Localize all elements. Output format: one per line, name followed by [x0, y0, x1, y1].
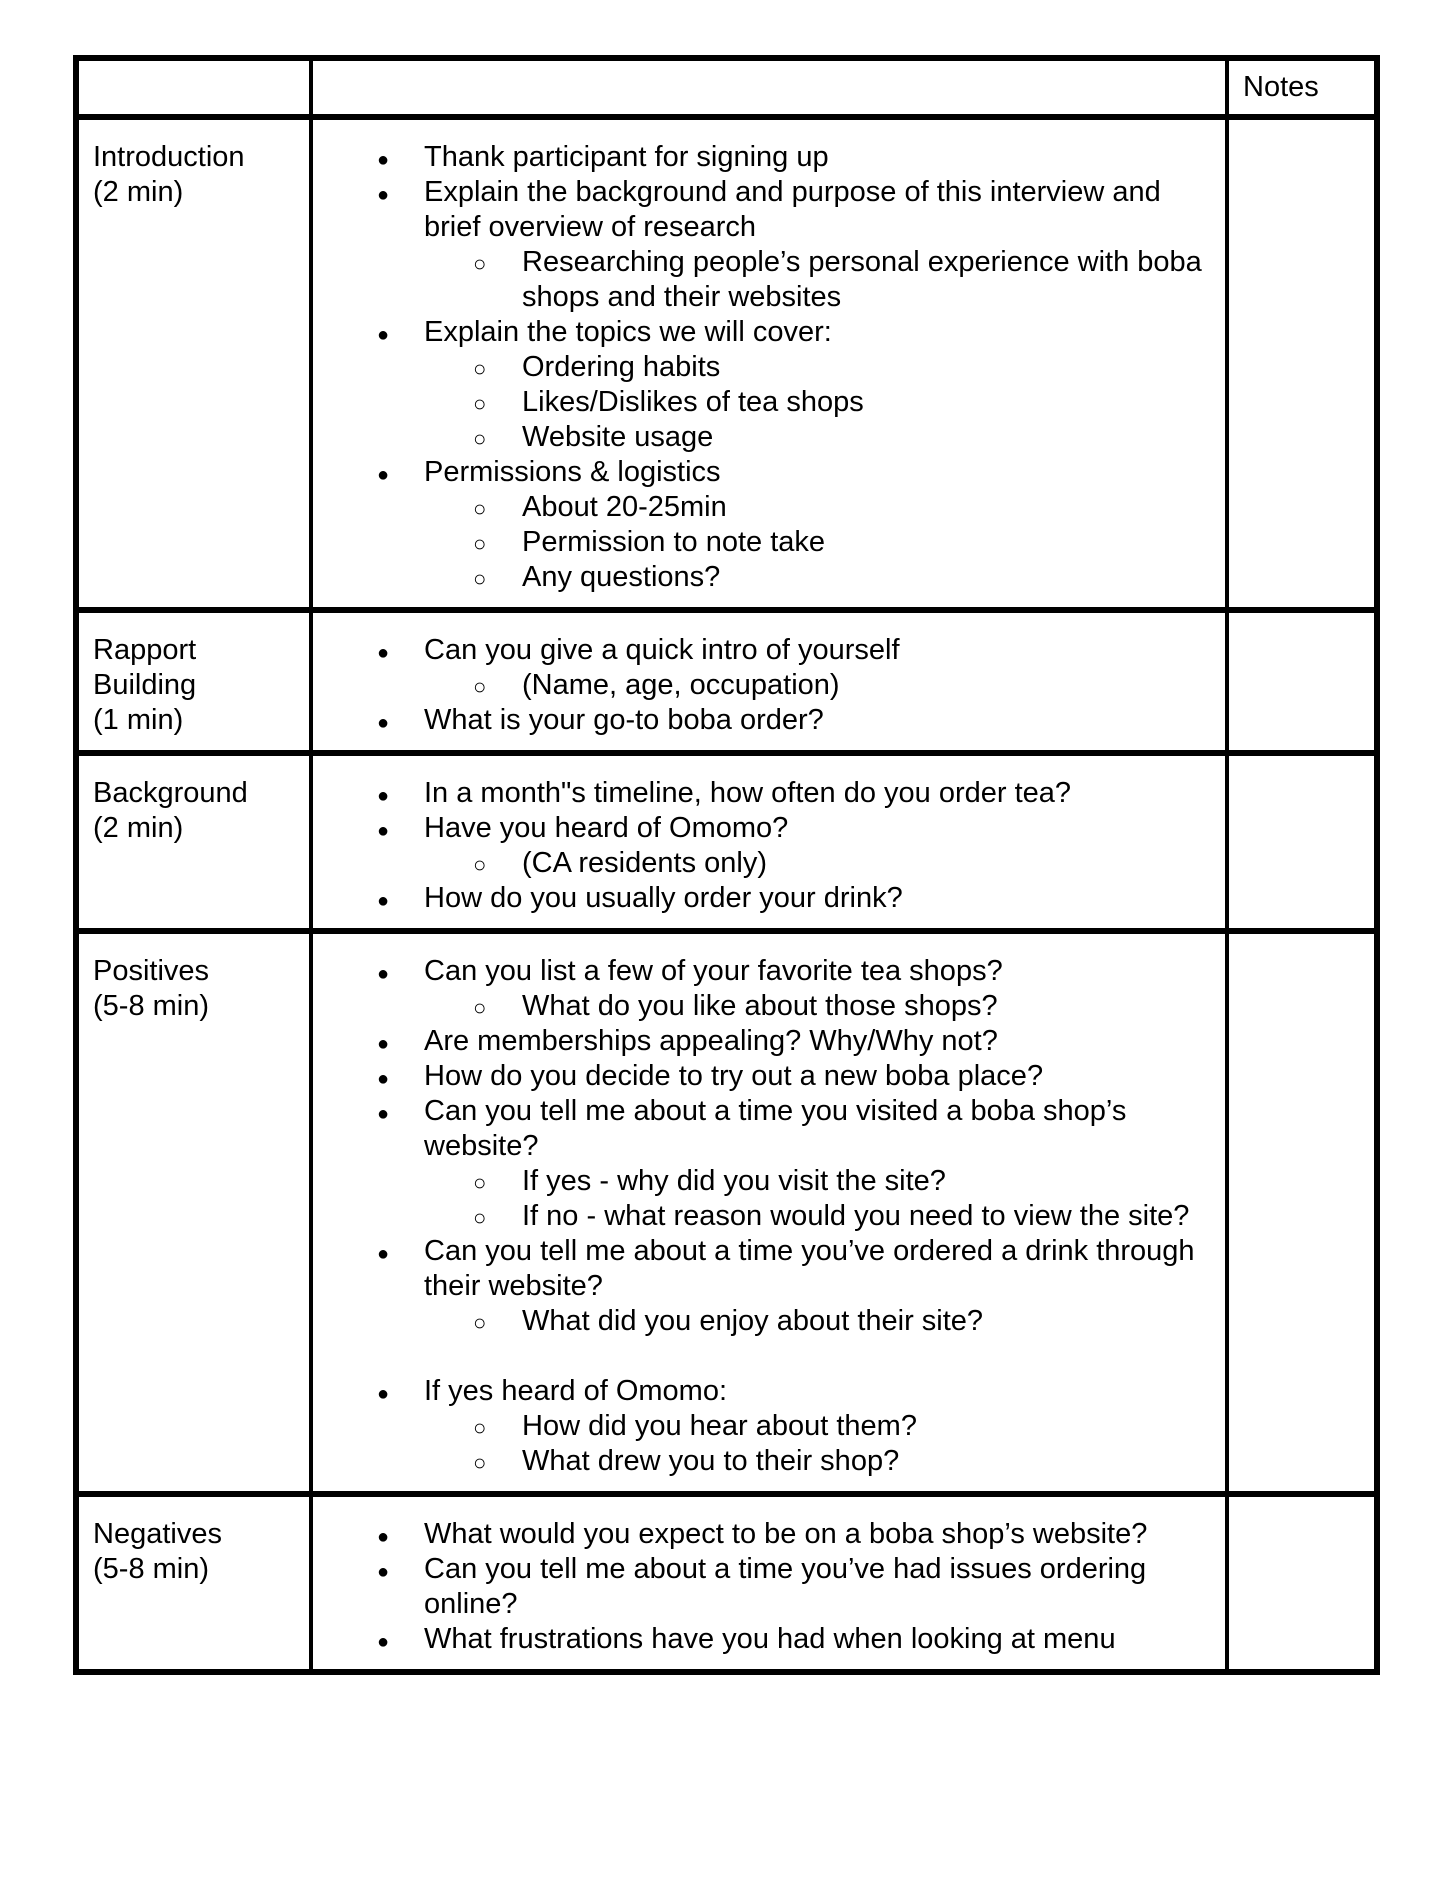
bullet-item: [313, 633, 1215, 668]
disc-bullet-icon: [377, 1234, 389, 1272]
bullet-item: [313, 811, 1215, 846]
item-text: What would you expect to be on a boba shop’s website?: [424, 1518, 1148, 1550]
circle-bullet-icon: [473, 525, 486, 561]
notes-cell: [1227, 610, 1377, 753]
header-content-cell: [311, 58, 1227, 117]
item-text: How did you hear about them?: [522, 1410, 917, 1442]
item-text: (CA residents only): [522, 847, 767, 879]
item-text: Any questions?: [522, 561, 721, 593]
item-text: Can you tell me about a time you visited a boba shop’s website?: [424, 1095, 1127, 1162]
section-cell: [76, 117, 311, 610]
item-text: Can you tell me about a time you’ve had issues ordering online?: [424, 1553, 1147, 1620]
sub-bullet-item: [313, 668, 1215, 703]
section-title: Rapport Building: [93, 634, 197, 701]
item-text: Can you give a quick intro of yourself: [424, 634, 900, 666]
sub-bullet-item: [313, 350, 1215, 385]
bullet-item: [313, 1094, 1215, 1164]
section-cell: [76, 931, 311, 1494]
item-text: What do you like about those shops?: [522, 990, 998, 1022]
item-text: Permissions & logistics: [424, 456, 721, 488]
item-text: Likes/Dislikes of tea shops: [522, 386, 864, 418]
circle-bullet-icon: [473, 668, 486, 704]
bullet-item: [313, 776, 1215, 811]
bullet-list: [313, 633, 1215, 738]
notes-cell: [1227, 931, 1377, 1494]
circle-bullet-icon: [473, 1409, 486, 1445]
item-text: Explain the topics we will cover:: [424, 316, 832, 348]
circle-bullet-icon: [473, 385, 486, 421]
disc-bullet-icon: [377, 633, 389, 671]
item-text: Explain the background and purpose of this interview and brief overview of research: [424, 176, 1161, 243]
disc-bullet-icon: [377, 175, 389, 213]
interview-script-table: [73, 55, 1380, 1675]
content-cell: [311, 931, 1227, 1494]
disc-bullet-icon: [377, 1622, 389, 1660]
notes-cell: [1227, 1494, 1377, 1672]
bullet-list: [313, 1517, 1215, 1657]
item-text: If yes heard of Omomo:: [424, 1375, 728, 1407]
disc-bullet-icon: [377, 1374, 389, 1412]
circle-bullet-icon: [473, 846, 486, 882]
section-cell: [76, 753, 311, 931]
circle-bullet-icon: [473, 1199, 486, 1235]
sub-bullet-item: [313, 525, 1215, 560]
circle-bullet-icon: [473, 1164, 486, 1200]
item-text: How do you usually order your drink?: [424, 882, 903, 914]
section-title: Background: [93, 777, 248, 809]
disc-bullet-icon: [377, 776, 389, 814]
item-text: Ordering habits: [522, 351, 721, 383]
disc-bullet-icon: [377, 811, 389, 849]
item-text: Have you heard of Omomo?: [424, 812, 789, 844]
circle-bullet-icon: [473, 245, 486, 281]
section-duration: (2 min): [93, 812, 184, 844]
sub-bullet-item: [313, 420, 1215, 455]
bullet-item: [313, 1517, 1215, 1552]
notes-cell: [1227, 117, 1377, 610]
disc-bullet-icon: [377, 1024, 389, 1062]
bullet-item: [313, 1059, 1215, 1094]
circle-bullet-icon: [473, 350, 486, 386]
item-text: If no - what reason would you need to view the site?: [522, 1200, 1190, 1232]
disc-bullet-icon: [377, 881, 389, 919]
item-text: If yes - why did you visit the site?: [522, 1165, 946, 1197]
item-text: About 20-25min: [522, 491, 727, 523]
notes-header-label: Notes: [1243, 71, 1319, 103]
table-row-background: [76, 753, 1377, 931]
disc-bullet-icon: [377, 315, 389, 353]
sub-bullet-item: [313, 1409, 1215, 1444]
section-cell: [76, 1494, 311, 1672]
sub-bullet-item: [313, 1199, 1215, 1234]
bullet-item: [313, 140, 1215, 175]
table-row-negatives: [76, 1494, 1377, 1672]
content-cell: [311, 117, 1227, 610]
sub-bullet-item: [313, 560, 1215, 595]
content-cell: [311, 753, 1227, 931]
section-duration: (5-8 min): [93, 990, 210, 1022]
item-text: What frustrations have you had when looking at menu: [424, 1623, 1116, 1655]
circle-bullet-icon: [473, 1444, 486, 1480]
bullet-item: [313, 315, 1215, 350]
item-text: What is your go-to boba order?: [424, 704, 824, 736]
bullet-item: [313, 1024, 1215, 1059]
disc-bullet-icon: [377, 1059, 389, 1097]
bullet-item: [313, 703, 1215, 738]
section-title: Negatives: [93, 1518, 222, 1550]
bullet-item: [313, 175, 1215, 245]
section-duration: (2 min): [93, 176, 184, 208]
sub-bullet-item: [313, 989, 1215, 1024]
item-text: Permission to note take: [522, 526, 826, 558]
disc-bullet-icon: [377, 455, 389, 493]
header-section-cell: [76, 58, 311, 117]
item-text: Can you tell me about a time you’ve ordered a drink through their website?: [424, 1235, 1195, 1302]
item-text: (Name, age, occupation): [522, 669, 840, 701]
bullet-item: [313, 1234, 1215, 1304]
item-text: Can you list a few of your favorite tea shops?: [424, 955, 1003, 987]
section-duration: (5-8 min): [93, 1553, 210, 1585]
item-text: Thank participant for signing up: [424, 141, 829, 173]
disc-bullet-icon: [377, 954, 389, 992]
circle-bullet-icon: [473, 490, 486, 526]
content-cell: [311, 1494, 1227, 1672]
disc-bullet-icon: [377, 1552, 389, 1590]
item-text: What did you enjoy about their site?: [522, 1305, 984, 1337]
circle-bullet-icon: [473, 420, 486, 456]
item-text: Researching people’s personal experience with boba shops and their websites: [522, 246, 1202, 313]
sub-bullet-item: [313, 1304, 1215, 1339]
section-duration: (1 min): [93, 704, 184, 736]
section-title: Positives: [93, 955, 210, 987]
bullet-item: [313, 954, 1215, 989]
item-text: Are memberships appealing? Why/Why not?: [424, 1025, 998, 1057]
bullet-list: [313, 776, 1215, 916]
table-row-positives: [76, 931, 1377, 1494]
bullet-list: [313, 140, 1215, 595]
item-text: Website usage: [522, 421, 714, 453]
bullet-item: [313, 1374, 1215, 1409]
notes-header-cell: [1227, 58, 1377, 117]
disc-bullet-icon: [377, 703, 389, 741]
sub-bullet-item: [313, 385, 1215, 420]
notes-cell: [1227, 753, 1377, 931]
circle-bullet-icon: [473, 560, 486, 596]
bullet-list: [313, 954, 1215, 1479]
blank-line: [313, 1339, 1215, 1374]
sub-bullet-item: [313, 490, 1215, 525]
table-row-introduction: [76, 117, 1377, 610]
section-title: Introduction: [93, 141, 245, 173]
bullet-item: [313, 455, 1215, 490]
disc-bullet-icon: [377, 1517, 389, 1555]
sub-bullet-item: [313, 1444, 1215, 1479]
bullet-item: [313, 1552, 1215, 1622]
item-text: In a month"s timeline, how often do you order tea?: [424, 777, 1072, 809]
section-cell: [76, 610, 311, 753]
sub-bullet-item: [313, 245, 1215, 315]
circle-bullet-icon: [473, 989, 486, 1025]
table-row-rapport-building: [76, 610, 1377, 753]
sub-bullet-item: [313, 846, 1215, 881]
table-header-row: [76, 58, 1377, 117]
sub-bullet-item: [313, 1164, 1215, 1199]
bullet-item: [313, 1622, 1215, 1657]
item-text: What drew you to their shop?: [522, 1445, 900, 1477]
item-text: How do you decide to try out a new boba place?: [424, 1060, 1044, 1092]
disc-bullet-icon: [377, 140, 389, 178]
bullet-item: [313, 881, 1215, 916]
content-cell: [311, 610, 1227, 753]
circle-bullet-icon: [473, 1304, 486, 1340]
disc-bullet-icon: [377, 1094, 389, 1132]
